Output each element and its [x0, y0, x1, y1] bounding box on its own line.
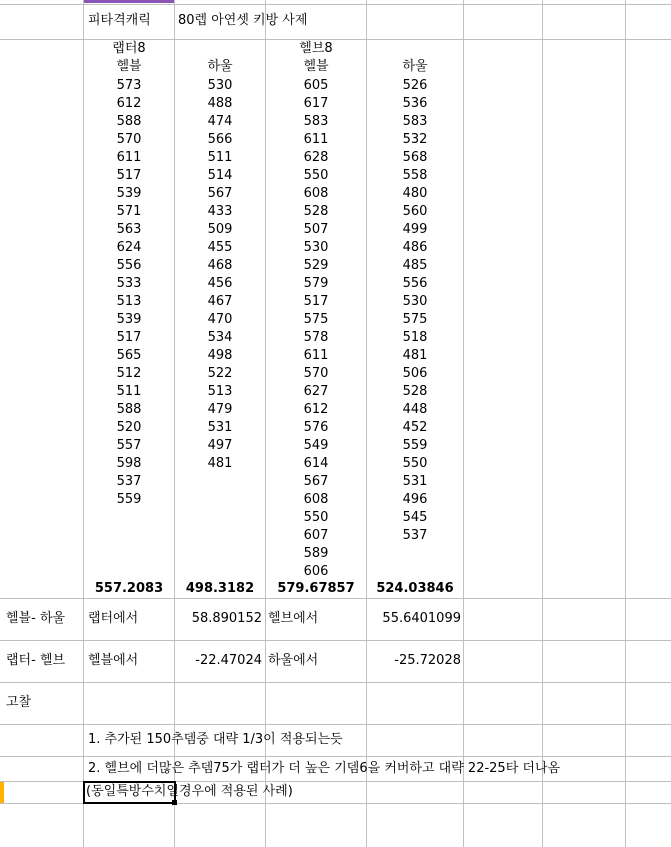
- title-left: 피타격캐릭: [88, 13, 151, 28]
- table-cell: 576: [303, 420, 329, 435]
- table-cell: 448: [402, 402, 428, 417]
- table-cell: 528: [402, 384, 428, 399]
- table-cell: 550: [303, 510, 329, 525]
- header-col4: 하울: [402, 59, 428, 74]
- table-cell: 558: [402, 168, 428, 183]
- diff-row-1-a-value: 58.890152: [191, 611, 262, 626]
- table-cell: 528: [303, 204, 329, 219]
- table-cell: 518: [402, 330, 428, 345]
- table-cell: 598: [116, 456, 142, 471]
- table-cell: 511: [207, 150, 233, 165]
- table-cell: 506: [402, 366, 428, 381]
- average-col4: 524.03846: [376, 581, 454, 596]
- table-cell: 627: [303, 384, 329, 399]
- table-cell: 537: [116, 474, 142, 489]
- table-cell: 588: [116, 402, 142, 417]
- table-cell: 480: [402, 186, 428, 201]
- table-cell: 536: [402, 96, 428, 111]
- table-cell: 583: [303, 114, 329, 129]
- table-cell: 507: [303, 222, 329, 237]
- table-cell: 452: [402, 420, 428, 435]
- table-cell: 497: [207, 438, 233, 453]
- table-cell: 485: [402, 258, 428, 273]
- table-cell: 522: [207, 366, 233, 381]
- diff-row-1-a-label: 랩터에서: [88, 611, 139, 626]
- column-accent: [84, 0, 174, 3]
- table-cell: 468: [207, 258, 233, 273]
- table-cell: 628: [303, 150, 329, 165]
- average-col3: 579.67857: [277, 581, 355, 596]
- row-selection-marker: [0, 782, 4, 803]
- table-cell: 481: [402, 348, 428, 363]
- table-cell: 545: [402, 510, 428, 525]
- average-col1: 557.2083: [94, 581, 164, 596]
- table-cell: 575: [402, 312, 428, 327]
- table-cell: 588: [116, 114, 142, 129]
- note-1: 1. 추가된 150추뎀중 대략 1/3이 적용되는듯: [88, 732, 343, 747]
- diff-row-1-label: 헬블- 하울: [6, 611, 66, 626]
- table-cell: 570: [116, 132, 142, 147]
- table-cell: 575: [303, 312, 329, 327]
- group-label-raptor: 랩터8: [112, 41, 146, 56]
- diff-row-2-label: 랩터- 헬브: [6, 653, 66, 668]
- table-cell: 526: [402, 78, 428, 93]
- diff-row-2-a-value: -22.47024: [195, 653, 262, 668]
- header-col1: 헬블: [116, 59, 142, 74]
- average-col2: 498.3182: [185, 581, 255, 596]
- table-cell: 578: [303, 330, 329, 345]
- table-cell: 583: [402, 114, 428, 129]
- table-cell: 559: [402, 438, 428, 453]
- table-cell: 565: [116, 348, 142, 363]
- fill-handle[interactable]: [172, 800, 177, 805]
- table-cell: 530: [402, 294, 428, 309]
- table-cell: 456: [207, 276, 233, 291]
- table-cell: 517: [116, 330, 142, 345]
- table-cell: 566: [207, 132, 233, 147]
- table-cell: 606: [303, 564, 329, 579]
- table-cell: 509: [207, 222, 233, 237]
- conclusion-label: 고찰: [6, 695, 32, 710]
- table-cell: 531: [402, 474, 428, 489]
- table-cell: 517: [116, 168, 142, 183]
- table-cell: 520: [116, 420, 142, 435]
- table-cell: 467: [207, 294, 233, 309]
- table-cell: 539: [116, 186, 142, 201]
- diff-row-1-b-value: 55.6401099: [382, 611, 461, 626]
- table-cell: 481: [207, 456, 233, 471]
- table-cell: 550: [402, 456, 428, 471]
- table-cell: 570: [303, 366, 329, 381]
- note-2: 2. 헬브에 더많은 추뎀75가 랩터가 더 높은 기뎀6을 커버하고 대략 22-25타 더나옴: [88, 761, 561, 776]
- table-cell: 611: [303, 132, 329, 147]
- table-cell: 605: [303, 78, 329, 93]
- diff-row-2-b-label: 하울에서: [268, 653, 319, 668]
- table-cell: 486: [402, 240, 428, 255]
- table-cell: 573: [116, 78, 142, 93]
- table-cell: 513: [207, 384, 233, 399]
- table-cell: 532: [402, 132, 428, 147]
- table-cell: 557: [116, 438, 142, 453]
- table-cell: 529: [303, 258, 329, 273]
- table-cell: 589: [303, 546, 329, 561]
- header-col3: 헬블: [303, 59, 329, 74]
- table-cell: 517: [303, 294, 329, 309]
- note-3: (동일특방수치일경우에 적용된 사례): [86, 784, 293, 799]
- table-cell: 499: [402, 222, 428, 237]
- table-cell: 470: [207, 312, 233, 327]
- table-cell: 560: [402, 204, 428, 219]
- active-cell-selection[interactable]: [83, 781, 176, 804]
- table-cell: 607: [303, 528, 329, 543]
- table-cell: 511: [116, 384, 142, 399]
- table-cell: 608: [303, 186, 329, 201]
- table-cell: 556: [116, 258, 142, 273]
- diff-row-1-b-label: 헬브에서: [268, 611, 319, 626]
- table-cell: 624: [116, 240, 142, 255]
- table-cell: 530: [207, 78, 233, 93]
- table-cell: 533: [116, 276, 142, 291]
- table-cell: 550: [303, 168, 329, 183]
- table-cell: 512: [116, 366, 142, 381]
- table-cell: 612: [303, 402, 329, 417]
- table-cell: 567: [303, 474, 329, 489]
- table-cell: 614: [303, 456, 329, 471]
- table-cell: 568: [402, 150, 428, 165]
- table-cell: 474: [207, 114, 233, 129]
- table-cell: 579: [303, 276, 329, 291]
- table-cell: 611: [303, 348, 329, 363]
- table-cell: 531: [207, 420, 233, 435]
- table-cell: 608: [303, 492, 329, 507]
- table-cell: 488: [207, 96, 233, 111]
- table-cell: 611: [116, 150, 142, 165]
- table-cell: 549: [303, 438, 329, 453]
- table-cell: 479: [207, 402, 233, 417]
- table-cell: 530: [303, 240, 329, 255]
- table-cell: 455: [207, 240, 233, 255]
- group-label-hellbr: 헬브8: [299, 41, 333, 56]
- table-cell: 513: [116, 294, 142, 309]
- table-cell: 539: [116, 312, 142, 327]
- table-cell: 617: [303, 96, 329, 111]
- table-cell: 567: [207, 186, 233, 201]
- title-right: 80렙 아연셋 키방 사제: [178, 13, 308, 28]
- table-cell: 537: [402, 528, 428, 543]
- table-cell: 563: [116, 222, 142, 237]
- table-cell: 556: [402, 276, 428, 291]
- table-cell: 534: [207, 330, 233, 345]
- table-cell: 498: [207, 348, 233, 363]
- table-cell: 433: [207, 204, 233, 219]
- table-cell: 612: [116, 96, 142, 111]
- header-col2: 하울: [207, 59, 233, 74]
- table-cell: 559: [116, 492, 142, 507]
- table-cell: 571: [116, 204, 142, 219]
- table-cell: 496: [402, 492, 428, 507]
- diff-row-2-a-label: 헬블에서: [88, 653, 139, 668]
- table-cell: 514: [207, 168, 233, 183]
- diff-row-2-b-value: -25.72028: [394, 653, 461, 668]
